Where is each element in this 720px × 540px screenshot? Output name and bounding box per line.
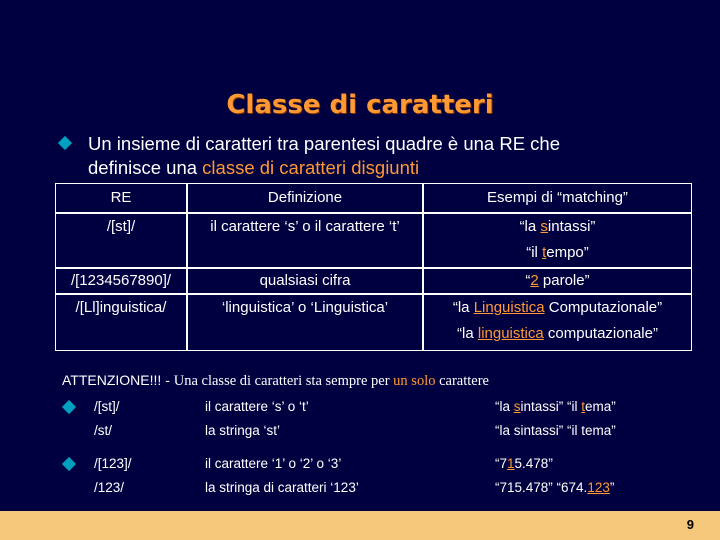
row2-re: /[1234567890]/ xyxy=(56,269,186,293)
text: parole” xyxy=(538,272,590,289)
intro-line-2-accent: classe di caratteri disgiunti xyxy=(202,157,420,178)
example-3-re: /[123]/ xyxy=(94,456,132,471)
text: computazionale” xyxy=(543,325,658,342)
row3-example-2 xyxy=(424,321,691,347)
text: “la xyxy=(519,218,541,235)
row2-example xyxy=(424,269,691,293)
text: ema” xyxy=(585,399,616,414)
example-4-matches xyxy=(495,480,614,495)
match: s xyxy=(513,399,521,414)
intro-line-2 xyxy=(88,156,708,180)
text: empo” xyxy=(546,244,589,261)
diamond-bullet-icon xyxy=(58,136,72,150)
example-1-matches xyxy=(495,399,616,414)
header-re: RE xyxy=(56,184,186,212)
text: “la xyxy=(457,325,478,342)
footer-bar xyxy=(0,511,720,540)
diamond-bullet-icon xyxy=(62,400,76,414)
example-1-re: /[st]/ xyxy=(94,399,120,414)
diamond-bullet-icon xyxy=(62,457,76,471)
page-number: 9 xyxy=(686,517,694,532)
example-3-matches xyxy=(495,456,553,471)
attention-text-accent: un solo xyxy=(393,373,436,389)
match: linguistica xyxy=(477,325,544,342)
attention-text-b: carattere xyxy=(435,373,489,389)
text: ” xyxy=(609,480,615,495)
attention-text-a: Una classe di caratteri sta sempre per xyxy=(173,373,394,389)
intro-line-1: Un insieme di caratteri tra parentesi quadre è una RE che xyxy=(88,133,561,154)
match: Linguistica xyxy=(473,299,545,316)
text: 5.478” xyxy=(514,456,553,471)
example-2-def: la stringa ‘st’ xyxy=(205,423,281,438)
row3-example-1 xyxy=(424,295,691,321)
attention-note xyxy=(62,372,489,390)
match: 2 xyxy=(530,272,539,289)
intro-text xyxy=(88,132,708,180)
slide-title: Classe di caratteri xyxy=(226,90,494,120)
text: “715.478” “674. xyxy=(495,480,588,495)
match: t xyxy=(581,399,586,414)
text: Computazionale” xyxy=(544,299,663,316)
text: intassi” xyxy=(547,218,596,235)
row1-examples xyxy=(424,214,691,267)
text: “il xyxy=(526,244,543,261)
row3-re: /[Ll]inguistica/ xyxy=(56,295,186,350)
match: t xyxy=(542,244,547,261)
row3-def: ‘linguistica’ o ‘Linguistica’ xyxy=(188,295,422,350)
attention-label: ATTENZIONE!!! - xyxy=(62,372,174,388)
example-3-def: il carattere ‘1’ o ‘2’ o ‘3’ xyxy=(205,456,342,471)
match: 1 xyxy=(507,456,515,471)
header-esempi: Esempi di “matching” xyxy=(424,184,691,212)
text: “ xyxy=(525,272,531,289)
text: intassi” “il xyxy=(520,399,582,414)
match: 123 xyxy=(587,480,610,495)
example-4-def: la stringa di caratteri ‘123’ xyxy=(205,480,359,495)
row1-re: /[st]/ xyxy=(56,214,186,267)
row3-examples xyxy=(424,295,691,350)
example-1-def: il carattere ‘s’ o ‘t’ xyxy=(205,399,309,414)
header-definizione: Definizione xyxy=(188,184,422,212)
match: s xyxy=(540,218,548,235)
text: “la xyxy=(452,299,474,316)
intro-line-2-prefix: definisce una xyxy=(88,157,203,178)
row2-def: qualsiasi cifra xyxy=(188,269,422,293)
example-2-matches: “la sintassi” “il tema” xyxy=(495,423,616,438)
text: “la xyxy=(495,399,514,414)
row1-example-2 xyxy=(424,240,691,266)
row1-example-1 xyxy=(424,214,691,240)
example-4-re: /123/ xyxy=(94,480,125,495)
example-2-re: /st/ xyxy=(94,423,113,438)
re-table xyxy=(55,183,692,351)
row1-def: il carattere ‘s’ o il carattere ‘t’ xyxy=(188,214,422,267)
text: “7 xyxy=(495,456,508,471)
